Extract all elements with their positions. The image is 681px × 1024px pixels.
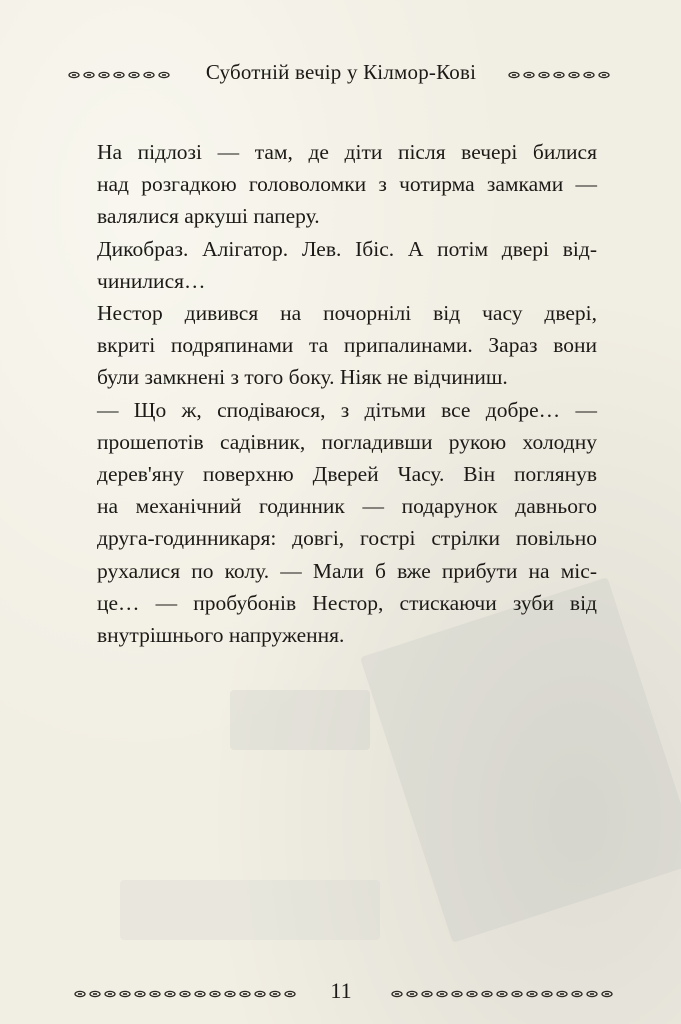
chain-bar (530, 993, 534, 995)
chain-bar (512, 74, 516, 76)
chain-bar (288, 993, 292, 995)
chain-bar (153, 993, 157, 995)
chain-bar (590, 993, 594, 995)
text-line: Нестор дивився на почорнілі від часу двері, (97, 301, 597, 326)
chain-bar (78, 993, 82, 995)
chain-bar (273, 993, 277, 995)
page-footer (0, 978, 681, 1010)
chain-bar (587, 74, 591, 76)
chain-bar (557, 74, 561, 76)
text-line: внутрішнього напруження. (97, 623, 345, 648)
chain-bar (500, 993, 504, 995)
chain-bar (213, 993, 217, 995)
text-line: були замкнені з того боку. Ніяк не відчиниш. (97, 365, 508, 390)
chain-ornament-right (500, 71, 618, 79)
text-line: це… — пробубонів Нестор, стискаючи зуби від (97, 590, 597, 615)
chain-bar (87, 74, 91, 76)
chain-bar (575, 993, 579, 995)
chain-bar (542, 74, 546, 76)
chain-bar (183, 993, 187, 995)
chain-bar (545, 993, 549, 995)
chain-bar (572, 74, 576, 76)
text-line: прошепотів садівник, погладивши рукою холодну (97, 429, 597, 454)
show-through-shadow (230, 690, 370, 750)
chain-bar (258, 993, 262, 995)
chain-ornament-footer-right (388, 990, 616, 998)
chain-bar (228, 993, 232, 995)
text-line: над розгадкою головоломки з чотирма замками — (97, 172, 597, 197)
chain-bar (470, 993, 474, 995)
chain-bar (93, 993, 97, 995)
running-header (0, 58, 681, 90)
show-through-shadow (120, 880, 380, 940)
chain-bar (485, 993, 489, 995)
chain-bar (132, 74, 136, 76)
chain-bar (123, 993, 127, 995)
text-line: дерев'яну поверхню Дверей Часу. Він поглянув (97, 462, 597, 487)
chain-bar (440, 993, 444, 995)
chain-bar (395, 993, 399, 995)
chain-bar (455, 993, 459, 995)
chain-bar (527, 74, 531, 76)
chain-bar (102, 74, 106, 76)
chain-bar (162, 74, 166, 76)
text-line: — Що ж, сподіваюся, з дітьми все добре… — (97, 397, 597, 422)
chain-bar (108, 993, 112, 995)
text-line: валялися аркуші паперу. (97, 204, 320, 229)
chain-bar (515, 993, 519, 995)
chain-bar (198, 993, 202, 995)
chain-bar (243, 993, 247, 995)
chain-bar (138, 993, 142, 995)
text-line: на механічний годинник — подарунок давнього (97, 494, 597, 519)
text-line: друга-годинникаря: довгі, гострі стрілки повільно (97, 526, 597, 551)
chain-bar (560, 993, 564, 995)
body-text (97, 136, 597, 651)
running-title: Суботній вечір у Кілмор-Кові (205, 60, 477, 84)
chain-bar (602, 74, 606, 76)
page-number: 11 (330, 978, 352, 1003)
chain-ornament-left (60, 71, 178, 79)
chain-bar (147, 74, 151, 76)
chain-bar (72, 74, 76, 76)
chain-bar (605, 993, 609, 995)
text-line: чинилися… (97, 268, 206, 293)
text-line: Дикобраз. Алігатор. Лев. Ібіс. А потім двері від- (97, 236, 597, 261)
chain-bar (410, 993, 414, 995)
chain-bar (117, 74, 121, 76)
chain-ornament-footer-left (70, 990, 300, 998)
chain-bar (425, 993, 429, 995)
text-line: На підлозі — там, де діти після вечері билися (97, 140, 597, 164)
text-line: вкриті подряпинами та припалинами. Зараз вони (97, 333, 597, 358)
text-line: рухалися по колу. — Мали б вже прибути на міс- (97, 558, 597, 583)
chain-bar (168, 993, 172, 995)
